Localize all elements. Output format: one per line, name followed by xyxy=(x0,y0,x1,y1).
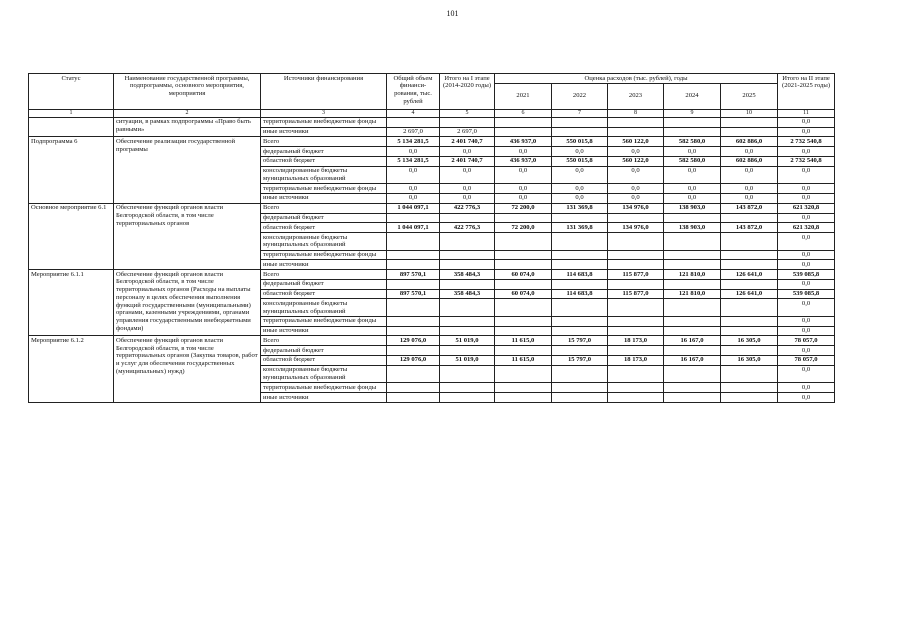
amount-cell xyxy=(721,279,778,289)
amount-cell: 16 167,0 xyxy=(664,355,721,365)
amount-cell xyxy=(552,117,608,127)
funding-source: территориальные внебюджетные фонды xyxy=(261,117,387,127)
amount-cell xyxy=(664,299,721,317)
amount-cell xyxy=(552,383,608,393)
header-stage1: Итого на I этапе (2014-2020 годы) xyxy=(440,74,495,110)
amount-cell xyxy=(440,299,495,317)
amount-cell: 621 320,8 xyxy=(778,223,835,233)
amount-cell xyxy=(552,299,608,317)
column-number: 4 xyxy=(387,109,440,117)
amount-cell xyxy=(440,383,495,393)
amount-cell: 582 580,0 xyxy=(664,156,721,166)
amount-cell: 0,0 xyxy=(778,184,835,194)
amount-cell xyxy=(664,233,721,251)
amount-cell xyxy=(664,346,721,356)
funding-source: Всего xyxy=(261,270,387,280)
amount-cell: 0,0 xyxy=(778,193,835,203)
funding-source: территориальные внебюджетные фонды xyxy=(261,316,387,326)
amount-cell: 0,0 xyxy=(721,184,778,194)
amount-cell xyxy=(495,279,552,289)
amount-cell xyxy=(664,393,721,403)
amount-cell: 0,0 xyxy=(721,147,778,157)
amount-cell xyxy=(440,393,495,403)
amount-cell xyxy=(664,250,721,260)
amount-cell xyxy=(387,383,440,393)
amount-cell xyxy=(608,365,664,383)
amount-cell xyxy=(495,299,552,317)
amount-cell xyxy=(664,316,721,326)
amount-cell: 131 369,8 xyxy=(552,203,608,213)
amount-cell: 11 615,0 xyxy=(495,336,552,346)
amount-cell xyxy=(608,279,664,289)
funding-source: иные источники xyxy=(261,260,387,270)
amount-cell: 0,0 xyxy=(552,184,608,194)
amount-cell: 51 019,0 xyxy=(440,355,495,365)
amount-cell xyxy=(387,365,440,383)
header-total: Общий объем финанси-рования, тыс. рублей xyxy=(387,74,440,110)
amount-cell xyxy=(387,299,440,317)
amount-cell xyxy=(552,316,608,326)
amount-cell: 0,0 xyxy=(778,147,835,157)
funding-source: территориальные внебюджетные фонды xyxy=(261,184,387,194)
amount-cell: 115 877,0 xyxy=(608,289,664,299)
amount-cell: 2 697,0 xyxy=(387,127,440,137)
budget-table xyxy=(28,73,835,403)
funding-source: иные источники xyxy=(261,393,387,403)
amount-cell xyxy=(721,260,778,270)
column-number: 2 xyxy=(114,109,261,117)
amount-cell xyxy=(495,127,552,137)
amount-cell: 5 134 281,5 xyxy=(387,137,440,147)
amount-cell: 436 937,0 xyxy=(495,137,552,147)
amount-cell: 0,0 xyxy=(608,193,664,203)
amount-cell xyxy=(721,250,778,260)
amount-cell: 16 167,0 xyxy=(664,336,721,346)
amount-cell: 0,0 xyxy=(387,184,440,194)
amount-cell xyxy=(495,365,552,383)
table-row xyxy=(29,270,835,280)
amount-cell: 0,0 xyxy=(778,393,835,403)
amount-cell: 560 122,0 xyxy=(608,156,664,166)
amount-cell: 436 937,0 xyxy=(495,156,552,166)
amount-cell: 129 076,0 xyxy=(387,355,440,365)
amount-cell xyxy=(721,346,778,356)
column-number: 7 xyxy=(552,109,608,117)
amount-cell: 0,0 xyxy=(664,166,721,184)
table-body xyxy=(29,117,835,402)
amount-cell: 78 057,0 xyxy=(778,336,835,346)
amount-cell: 0,0 xyxy=(440,166,495,184)
amount-cell: 422 776,3 xyxy=(440,223,495,233)
amount-cell: 126 641,0 xyxy=(721,289,778,299)
amount-cell xyxy=(552,233,608,251)
amount-cell xyxy=(440,260,495,270)
amount-cell xyxy=(608,260,664,270)
amount-cell xyxy=(552,260,608,270)
amount-cell: 0,0 xyxy=(387,166,440,184)
amount-cell: 138 903,0 xyxy=(664,203,721,213)
amount-cell xyxy=(552,250,608,260)
amount-cell xyxy=(387,346,440,356)
funding-source: федеральный бюджет xyxy=(261,147,387,157)
amount-cell: 18 173,0 xyxy=(608,355,664,365)
amount-cell: 0,0 xyxy=(778,299,835,317)
funding-source: федеральный бюджет xyxy=(261,213,387,223)
amount-cell: 2 732 540,8 xyxy=(778,156,835,166)
amount-cell: 15 797,0 xyxy=(552,355,608,365)
amount-cell xyxy=(608,383,664,393)
amount-cell: 138 903,0 xyxy=(664,223,721,233)
amount-cell: 358 484,3 xyxy=(440,270,495,280)
amount-cell: 121 810,0 xyxy=(664,289,721,299)
amount-cell xyxy=(495,346,552,356)
funding-source: территориальные внебюджетные фонды xyxy=(261,383,387,393)
amount-cell: 602 886,0 xyxy=(721,137,778,147)
amount-cell xyxy=(608,326,664,336)
amount-cell xyxy=(387,250,440,260)
table-row xyxy=(29,203,835,213)
amount-cell: 621 320,8 xyxy=(778,203,835,213)
amount-cell: 0,0 xyxy=(778,127,835,137)
amount-cell xyxy=(552,213,608,223)
amount-cell: 16 305,0 xyxy=(721,355,778,365)
row-program-name: ситуации, в рамках подпрограммы «Право быть равными» xyxy=(114,117,261,137)
amount-cell xyxy=(387,326,440,336)
amount-cell: 2 732 540,8 xyxy=(778,137,835,147)
amount-cell xyxy=(440,326,495,336)
amount-cell: 0,0 xyxy=(608,166,664,184)
amount-cell: 0,0 xyxy=(495,184,552,194)
table-row xyxy=(29,336,835,346)
row-program-name: Обеспечение реализации государственной программы xyxy=(114,137,261,203)
funding-source: иные источники xyxy=(261,127,387,137)
column-number: 9 xyxy=(664,109,721,117)
amount-cell xyxy=(608,127,664,137)
row-status: Подпрограмма 6 xyxy=(29,137,114,203)
amount-cell: 0,0 xyxy=(778,166,835,184)
row-program-name: Обеспечение функций органов власти Белгородской области, в том числе территориальных органов (Закупка товаров, работ и услуг для обеспечения государственных (муниципальных) нужд) xyxy=(114,336,261,402)
amount-cell: 72 200,0 xyxy=(495,223,552,233)
amount-cell xyxy=(387,393,440,403)
funding-source: консолидированные бюджеты муниципальных образований xyxy=(261,166,387,184)
header-stage2: Итого на II этапе (2021-2025 годы) xyxy=(778,74,835,110)
amount-cell: 121 810,0 xyxy=(664,270,721,280)
amount-cell: 51 019,0 xyxy=(440,336,495,346)
amount-cell xyxy=(440,117,495,127)
amount-cell xyxy=(721,299,778,317)
amount-cell xyxy=(440,365,495,383)
amount-cell: 0,0 xyxy=(664,193,721,203)
amount-cell xyxy=(664,260,721,270)
amount-cell xyxy=(495,117,552,127)
amount-cell xyxy=(552,127,608,137)
amount-cell xyxy=(664,326,721,336)
amount-cell: 897 570,1 xyxy=(387,270,440,280)
amount-cell xyxy=(664,365,721,383)
amount-cell xyxy=(552,279,608,289)
amount-cell: 0,0 xyxy=(608,184,664,194)
amount-cell: 0,0 xyxy=(440,147,495,157)
funding-source: территориальные внебюджетные фонды xyxy=(261,250,387,260)
amount-cell: 134 976,0 xyxy=(608,203,664,213)
column-number: 8 xyxy=(608,109,664,117)
amount-cell: 2 401 740,7 xyxy=(440,156,495,166)
amount-cell: 0,0 xyxy=(552,147,608,157)
amount-cell: 134 976,0 xyxy=(608,223,664,233)
amount-cell xyxy=(495,383,552,393)
amount-cell: 0,0 xyxy=(440,193,495,203)
funding-source: Всего xyxy=(261,137,387,147)
amount-cell: 0,0 xyxy=(552,166,608,184)
amount-cell: 15 797,0 xyxy=(552,336,608,346)
amount-cell: 2 697,0 xyxy=(440,127,495,137)
amount-cell: 72 200,0 xyxy=(495,203,552,213)
table-row xyxy=(29,137,835,147)
amount-cell: 582 580,0 xyxy=(664,137,721,147)
amount-cell xyxy=(495,250,552,260)
header-sources: Источники финансирования xyxy=(261,74,387,110)
header-year: 2022 xyxy=(552,83,608,109)
amount-cell: 0,0 xyxy=(778,250,835,260)
amount-cell xyxy=(721,365,778,383)
amount-cell xyxy=(387,316,440,326)
header-name: Наименование государственной программы, подпрограммы, основного мероприятия, мероприятия xyxy=(114,74,261,110)
amount-cell: 0,0 xyxy=(778,117,835,127)
amount-cell: 0,0 xyxy=(778,279,835,289)
column-number: 1 xyxy=(29,109,114,117)
amount-cell: 0,0 xyxy=(387,147,440,157)
amount-cell: 0,0 xyxy=(552,193,608,203)
amount-cell xyxy=(495,393,552,403)
amount-cell: 0,0 xyxy=(664,147,721,157)
header-year: 2024 xyxy=(664,83,721,109)
amount-cell: 0,0 xyxy=(440,184,495,194)
amount-cell xyxy=(495,316,552,326)
amount-cell xyxy=(440,316,495,326)
funding-source: областной бюджет xyxy=(261,355,387,365)
column-number: 6 xyxy=(495,109,552,117)
page-number: 101 xyxy=(446,9,459,18)
amount-cell: 897 570,1 xyxy=(387,289,440,299)
funding-source: областной бюджет xyxy=(261,223,387,233)
column-number: 3 xyxy=(261,109,387,117)
amount-cell: 129 076,0 xyxy=(387,336,440,346)
amount-cell xyxy=(721,233,778,251)
amount-cell: 358 484,3 xyxy=(440,289,495,299)
amount-cell xyxy=(721,117,778,127)
column-number: 11 xyxy=(778,109,835,117)
funding-source: областной бюджет xyxy=(261,289,387,299)
amount-cell: 60 074,0 xyxy=(495,270,552,280)
amount-cell xyxy=(721,393,778,403)
amount-cell: 5 134 281,5 xyxy=(387,156,440,166)
amount-cell: 11 615,0 xyxy=(495,355,552,365)
amount-cell: 60 074,0 xyxy=(495,289,552,299)
amount-cell xyxy=(552,326,608,336)
amount-cell xyxy=(608,393,664,403)
header-year: 2021 xyxy=(495,83,552,109)
row-program-name: Обеспечение функций органов власти Белгородской области, в том числе территориальных органов xyxy=(114,203,261,269)
header-status: Статус xyxy=(29,74,114,110)
amount-cell: 0,0 xyxy=(778,233,835,251)
amount-cell: 1 044 097,1 xyxy=(387,223,440,233)
header-estimate: Оценка расходов (тыс. рублей), годы xyxy=(495,74,778,84)
funding-source: консолидированные бюджеты муниципальных образований xyxy=(261,299,387,317)
row-status: Основное мероприятие 6.1 xyxy=(29,203,114,269)
amount-cell: 0,0 xyxy=(495,166,552,184)
amount-cell xyxy=(387,213,440,223)
amount-cell: 114 683,8 xyxy=(552,270,608,280)
amount-cell xyxy=(552,393,608,403)
funding-source: федеральный бюджет xyxy=(261,346,387,356)
amount-cell xyxy=(495,233,552,251)
amount-cell xyxy=(608,213,664,223)
amount-cell: 78 057,0 xyxy=(778,355,835,365)
amount-cell xyxy=(664,279,721,289)
amount-cell: 115 877,0 xyxy=(608,270,664,280)
amount-cell xyxy=(440,233,495,251)
funding-source: областной бюджет xyxy=(261,156,387,166)
amount-cell xyxy=(495,260,552,270)
amount-cell: 422 776,3 xyxy=(440,203,495,213)
amount-cell: 560 122,0 xyxy=(608,137,664,147)
amount-cell: 539 085,8 xyxy=(778,289,835,299)
column-number: 5 xyxy=(440,109,495,117)
amount-cell: 0,0 xyxy=(778,260,835,270)
amount-cell: 2 401 740,7 xyxy=(440,137,495,147)
amount-cell: 0,0 xyxy=(495,147,552,157)
amount-cell xyxy=(721,383,778,393)
amount-cell xyxy=(664,213,721,223)
amount-cell: 0,0 xyxy=(778,326,835,336)
amount-cell xyxy=(387,260,440,270)
amount-cell xyxy=(440,250,495,260)
funding-source: федеральный бюджет xyxy=(261,279,387,289)
amount-cell: 539 085,8 xyxy=(778,270,835,280)
amount-cell xyxy=(608,316,664,326)
amount-cell: 0,0 xyxy=(387,193,440,203)
column-number-row xyxy=(29,109,835,117)
funding-source: иные источники xyxy=(261,326,387,336)
amount-cell: 0,0 xyxy=(608,147,664,157)
row-status: Мероприятие 6.1.1 xyxy=(29,270,114,336)
funding-source: иные источники xyxy=(261,193,387,203)
amount-cell xyxy=(552,365,608,383)
amount-cell xyxy=(608,250,664,260)
funding-source: консолидированные бюджеты муниципальных образований xyxy=(261,365,387,383)
amount-cell: 0,0 xyxy=(664,184,721,194)
amount-cell: 0,0 xyxy=(721,166,778,184)
amount-cell xyxy=(608,117,664,127)
amount-cell xyxy=(440,346,495,356)
amount-cell xyxy=(608,346,664,356)
column-number: 10 xyxy=(721,109,778,117)
table-header xyxy=(29,74,835,118)
amount-cell: 0,0 xyxy=(495,193,552,203)
amount-cell xyxy=(387,233,440,251)
table-row xyxy=(29,117,835,127)
amount-cell: 602 886,0 xyxy=(721,156,778,166)
amount-cell: 131 369,8 xyxy=(552,223,608,233)
amount-cell: 0,0 xyxy=(778,346,835,356)
amount-cell xyxy=(387,279,440,289)
amount-cell xyxy=(387,117,440,127)
amount-cell: 550 015,8 xyxy=(552,156,608,166)
amount-cell xyxy=(664,383,721,393)
amount-cell xyxy=(608,299,664,317)
amount-cell xyxy=(440,213,495,223)
header-year: 2023 xyxy=(608,83,664,109)
amount-cell xyxy=(721,326,778,336)
amount-cell: 0,0 xyxy=(778,316,835,326)
amount-cell: 0,0 xyxy=(778,213,835,223)
amount-cell xyxy=(608,233,664,251)
amount-cell: 550 015,8 xyxy=(552,137,608,147)
funding-source: консолидированные бюджеты муниципальных образований xyxy=(261,233,387,251)
amount-cell xyxy=(552,346,608,356)
amount-cell xyxy=(495,326,552,336)
amount-cell: 1 044 097,1 xyxy=(387,203,440,213)
amount-cell xyxy=(664,117,721,127)
amount-cell: 0,0 xyxy=(721,193,778,203)
amount-cell: 126 641,0 xyxy=(721,270,778,280)
amount-cell: 114 683,8 xyxy=(552,289,608,299)
amount-cell: 16 305,0 xyxy=(721,336,778,346)
amount-cell xyxy=(721,213,778,223)
amount-cell: 143 872,0 xyxy=(721,223,778,233)
amount-cell xyxy=(664,127,721,137)
row-status: Мероприятие 6.1.2 xyxy=(29,336,114,402)
funding-source: Всего xyxy=(261,203,387,213)
row-status xyxy=(29,117,114,137)
amount-cell xyxy=(721,127,778,137)
row-program-name: Обеспечение функций органов власти Белгородской области, в том числе территориальных органов (Расходы на выплаты персоналу в целях обеспечения выполнения функций государственными (муниципальными) органами, казенными учреждениями, органами управления государственными внебюджетными фондами) xyxy=(114,270,261,336)
funding-source: Всего xyxy=(261,336,387,346)
header-year: 2025 xyxy=(721,83,778,109)
amount-cell: 0,0 xyxy=(778,383,835,393)
amount-cell: 143 872,0 xyxy=(721,203,778,213)
amount-cell: 0,0 xyxy=(778,365,835,383)
amount-cell xyxy=(721,316,778,326)
amount-cell xyxy=(495,213,552,223)
amount-cell: 18 173,0 xyxy=(608,336,664,346)
amount-cell xyxy=(440,279,495,289)
